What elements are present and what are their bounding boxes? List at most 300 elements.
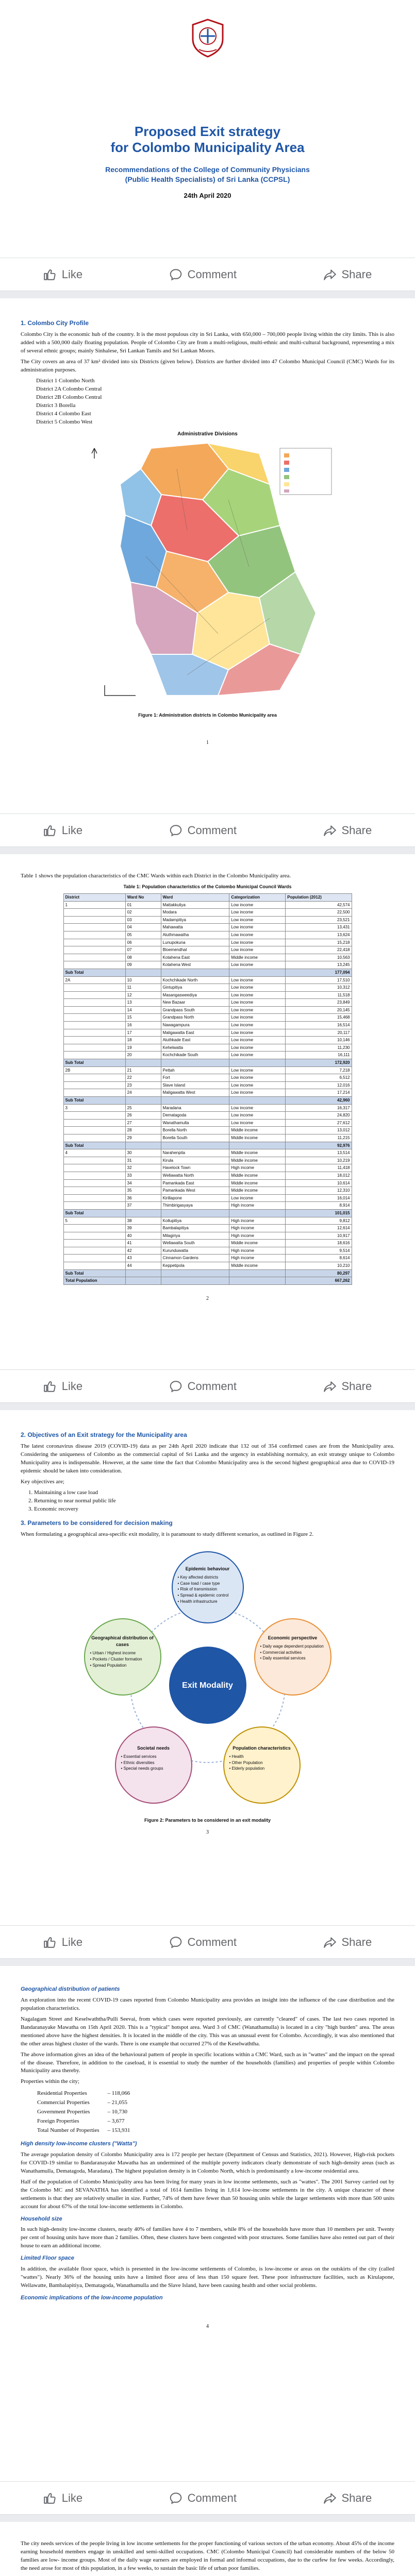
comment-button[interactable] (169, 268, 237, 281)
table-cell (161, 1269, 229, 1277)
thumbs-up-icon (43, 824, 57, 837)
table-cell: 20,145 (286, 1006, 352, 1014)
table-cell: Borella South (161, 1134, 229, 1142)
table-cell: 13,012 (286, 1127, 352, 1134)
table-cell: 18,616 (286, 1240, 352, 1247)
table-row (63, 1277, 352, 1285)
table-cell: 34 (125, 1179, 161, 1187)
table-cell: 21 (125, 1066, 161, 1074)
table-cell: Low income (229, 1112, 286, 1120)
table-cell: 17 (125, 1029, 161, 1037)
table-cell: Low income (229, 946, 286, 954)
page-number: 3 (206, 1829, 209, 1836)
table-cell: Kollupitiya (161, 1217, 229, 1225)
table-cell: 10,563 (286, 954, 352, 961)
table-row (63, 1247, 352, 1255)
table-cell: 23,849 (286, 999, 352, 1007)
table-cell: 11 (125, 984, 161, 992)
table-cell: 13,431 (286, 924, 352, 931)
like-button[interactable] (43, 824, 82, 837)
table-cell (161, 1097, 229, 1105)
table-cell: Kotahena West (161, 961, 229, 969)
table-cell (229, 1277, 286, 1285)
thumbs-up-icon (43, 1380, 57, 1393)
node-items: • Essential services • Ethnic diversities • Special needs groups (121, 1754, 163, 1771)
paragraph: The above information gives an idea of the behavioural pattern of people in specific locations within a CMC Ward, such as in "wattes" and the impact on the spread of the disease. Therefore, in addition to the caseload, it is essential to study the number of the households (families) and properties of people within Colombo Municipality area thereby. (21, 2051, 394, 2074)
table-cell: 10,210 (286, 1262, 352, 1270)
table-cell: Low income (229, 1074, 286, 1082)
table-cell: 19 (125, 1044, 161, 1052)
share-label: Share (341, 267, 372, 281)
table-cell (125, 1142, 161, 1149)
table-cell: 04 (125, 924, 161, 931)
table-cell: 12,614 (286, 1225, 352, 1232)
table-cell: Sub Total (63, 1142, 125, 1149)
table-cell: 101,015 (286, 1209, 352, 1217)
table-header-row (63, 893, 352, 901)
table-cell: Low income (229, 916, 286, 924)
table-cell: 16,514 (286, 1022, 352, 1029)
share-icon (323, 2492, 337, 2505)
table-cell: Low income (229, 976, 286, 984)
population-table-body (63, 901, 352, 1284)
table-cell: 22,500 (286, 909, 352, 917)
table-cell: Mattakkuliya (161, 901, 229, 909)
table-cell: Low income (229, 999, 286, 1007)
table-cell: 10,917 (286, 1232, 352, 1240)
table-cell: Pamankada East (161, 1179, 229, 1187)
table-cell: Low income (229, 939, 286, 946)
table-cell (63, 954, 125, 961)
card-gap (0, 1403, 415, 1410)
table-row (63, 1022, 352, 1029)
page-number: 1 (206, 740, 209, 746)
figure-caption: Figure 1: Administration districts in Colombo Municipality area (138, 713, 277, 718)
table-cell: Grandpass North (161, 1014, 229, 1022)
page-number: 4 (206, 2323, 209, 2329)
like-label: Like (61, 267, 83, 281)
stat-label: Total Number of Properties (37, 2127, 99, 2134)
share-button[interactable] (323, 1380, 372, 1393)
table-cell: Low income (229, 909, 286, 917)
table-cell: Low income (229, 1014, 286, 1022)
share-label: Share (341, 1379, 372, 1393)
table-cell (63, 1044, 125, 1052)
comment-icon (169, 2492, 182, 2505)
table-cell: Low income (229, 1081, 286, 1089)
table-cell: Low income (229, 1044, 286, 1052)
comment-label: Comment (187, 1935, 237, 1948)
table-cell: Thimbirigasyaya (161, 1202, 229, 1210)
like-button[interactable] (43, 1936, 82, 1949)
table-cell: Gintupitiya (161, 984, 229, 992)
table-cell (63, 1187, 125, 1195)
table-cell: Mahawatta (161, 924, 229, 931)
table-cell (63, 1157, 125, 1164)
table-cell: 13,624 (286, 931, 352, 939)
table-cell: Middle income (229, 1157, 286, 1164)
table-cell (125, 1097, 161, 1105)
list-item: District 2A Colombo Central (36, 386, 102, 393)
table-cell: Modara (161, 909, 229, 917)
table-row (63, 946, 352, 954)
table-cell: Sub Total (63, 1059, 125, 1067)
share-button[interactable] (323, 1936, 372, 1949)
table-cell: Sub Total (63, 1209, 125, 1217)
section-heading: 3. Parameters to be considered for decision making (21, 1519, 173, 1527)
table-row (63, 1029, 352, 1037)
table-row (63, 909, 352, 917)
table-cell: 29 (125, 1134, 161, 1142)
table-cell: High income (229, 1247, 286, 1255)
table-cell: Aluthkade East (161, 1037, 229, 1044)
table-cell: 11,518 (286, 991, 352, 999)
share-button[interactable] (323, 268, 372, 281)
card-gap (0, 847, 415, 854)
stat-row (37, 2108, 138, 2116)
table-cell: 1 (63, 901, 125, 909)
table-row (63, 931, 352, 939)
list-item: 2. Returning to near normal public life (34, 1497, 394, 1505)
table-row (63, 1081, 352, 1089)
table-cell: Maligawatta East (161, 1029, 229, 1037)
table-cell: 92,976 (286, 1142, 352, 1149)
document-page (0, 1410, 415, 1925)
table-cell: 30 (125, 1149, 161, 1157)
paragraph: Nagalagam Street and Keselwaththa/Pulli Seevai, from which cases were reported previously, are currently "cleared" of cases. The last two cases reported in Bandaranayake Mawatha on 15th April 2020. This is a "typical" hotspot area. Ward 3 of CMC (Wanathamulla) is located in a city "high burden" area. The areas mentioned above have the highest densities. It is located in the middle of the city. This was an unusual event for Colombo. Accordingly, it was also mentioned that the other areas highest cluster of the wards. There is one example that occurred 27% of the Keselwaththa. (21, 2015, 394, 2047)
table-cell: 17,510 (286, 976, 352, 984)
document-title-line-1: Proposed Exit strategy (134, 123, 281, 139)
column-header: Categorization (229, 893, 286, 901)
table-row (63, 1149, 352, 1157)
table-cell (125, 1059, 161, 1067)
comment-button[interactable] (169, 1380, 237, 1393)
node-items: • Health • Other Population • Elderly population (229, 1754, 265, 1771)
table-cell: 13,514 (286, 1149, 352, 1157)
table-cell: Dematagoda (161, 1112, 229, 1120)
table-cell: 10,614 (286, 1179, 352, 1187)
table-cell: 08 (125, 954, 161, 961)
table-cell: 16,111 (286, 1052, 352, 1059)
comment-label: Comment (187, 267, 237, 281)
paragraph: Colombo City is the economic hub of the country. It is the most populous city in Sri Lanka, with 650,000 – 700,000 people living within the city limits. This is also added with a 500,000 daily floating population. People of Colombo City are from a multi-religious, multi-ethnic and multi-cultural background, representing a mix of several ethnic groups; mainly Sinhalese, Sri Lankan Tamils and Sri Lankan Moors. (21, 331, 394, 354)
table-cell (63, 991, 125, 999)
table-cell: 11,215 (286, 1134, 352, 1142)
share-button[interactable] (323, 2492, 372, 2505)
table-cell: 10,146 (286, 1037, 352, 1044)
table-cell: Aluthmawatha (161, 931, 229, 939)
table-cell: Madampitiya (161, 916, 229, 924)
table-cell: 18,012 (286, 1172, 352, 1179)
table-cell (63, 1022, 125, 1029)
college-logo (21, 18, 394, 62)
table-cell: 22 (125, 1074, 161, 1082)
table-cell: 16 (125, 1022, 161, 1029)
post-actions (0, 1369, 415, 1402)
table-cell: Maradana (161, 1104, 229, 1112)
table-cell (63, 1202, 125, 1210)
table-cell: Bloemendhal (161, 946, 229, 954)
table-row (63, 1164, 352, 1172)
table-cell: 10,312 (286, 984, 352, 992)
table-cell (63, 999, 125, 1007)
table-cell (63, 1006, 125, 1014)
table-row (63, 1089, 352, 1097)
stat-row (37, 2099, 138, 2107)
district-list (36, 377, 394, 427)
table-row (63, 901, 352, 909)
stat-label: Residential Properties (37, 2090, 87, 2097)
table-cell: 10 (125, 976, 161, 984)
table-row (63, 961, 352, 969)
table-cell: Low income (229, 924, 286, 931)
like-button[interactable] (43, 2492, 82, 2505)
share-icon (323, 824, 337, 837)
table-cell: 01 (125, 901, 161, 909)
table-cell (229, 1142, 286, 1149)
table-cell (63, 1172, 125, 1179)
table-cell: 18 (125, 1037, 161, 1044)
table-cell: Pettah (161, 1066, 229, 1074)
properties-table (36, 2089, 139, 2136)
table-cell: 13,245 (286, 961, 352, 969)
objectives-list (34, 1489, 394, 1514)
card-gap (0, 1959, 415, 1966)
table-row (63, 1262, 352, 1270)
table-cell: 28 (125, 1127, 161, 1134)
table-cell: 37 (125, 1202, 161, 1210)
table-cell: Low income (229, 1066, 286, 1074)
district-map-graphic (74, 438, 342, 706)
table-cell: 12 (125, 991, 161, 999)
list-item: 1. Maintaining a low case load (34, 1489, 394, 1497)
table-cell: 16,014 (286, 1194, 352, 1202)
table-cell (161, 969, 229, 976)
table-cell: Low income (229, 1104, 286, 1112)
table-cell: Grandpass South (161, 1006, 229, 1014)
paragraph: Key objectives are; (21, 1479, 64, 1485)
table-row (63, 954, 352, 961)
post-actions (0, 258, 415, 291)
table-cell: 12,310 (286, 1187, 352, 1195)
document-page (0, 1966, 415, 2481)
subsection-heading: High density low-income clusters ("Watta") (21, 2141, 137, 2147)
exit-modality-center: Exit Modality (169, 1647, 246, 1724)
share-button[interactable] (323, 824, 372, 837)
table-cell: Pamankada West (161, 1187, 229, 1195)
table-cell: Kurunduwatta (161, 1247, 229, 1255)
table-cell: 667,262 (286, 1277, 352, 1285)
node-population (223, 1726, 301, 1804)
table-cell: Middle income (229, 1262, 286, 1270)
table-cell: Masangasweediya (161, 991, 229, 999)
table-row (63, 1142, 352, 1149)
table-cell (125, 1209, 161, 1217)
like-button[interactable] (43, 1380, 82, 1393)
table-cell (63, 1134, 125, 1142)
table-row (63, 984, 352, 992)
table-cell: Milagiriya (161, 1232, 229, 1240)
table-cell (229, 1097, 286, 1105)
comment-icon (169, 1936, 182, 1949)
table-cell (63, 939, 125, 946)
table-cell (63, 909, 125, 917)
table-cell: Low income (229, 931, 286, 939)
figure-caption: Figure 2: Parameters to be considered in an exit modality (144, 1818, 271, 1823)
table-cell: Fort (161, 1074, 229, 1082)
table-cell: 16,317 (286, 1104, 352, 1112)
table-row (63, 1044, 352, 1052)
table-cell: 32 (125, 1164, 161, 1172)
table-cell: 2B (63, 1066, 125, 1074)
table-row (63, 999, 352, 1007)
table-cell: Keppetipola (161, 1262, 229, 1270)
stat-label: Commercial Properties (37, 2099, 90, 2106)
table-cell: 33 (125, 1172, 161, 1179)
map-title: Administrative Divisions (177, 431, 238, 437)
table-cell (63, 1247, 125, 1255)
comment-label: Comment (187, 823, 237, 837)
table-cell: Nawagampura (161, 1022, 229, 1029)
table-cell (63, 946, 125, 954)
table-cell: Low income (229, 961, 286, 969)
table-cell: Maligawatta West (161, 1089, 229, 1097)
comment-label: Comment (187, 2491, 237, 2504)
page-number: 2 (206, 1295, 209, 1301)
column-header: Population (2012) (286, 893, 352, 901)
table-cell: 36 (125, 1194, 161, 1202)
table-cell: 15,468 (286, 1014, 352, 1022)
stat-value: – 118,066 (107, 2090, 130, 2097)
table-cell: Sub Total (63, 1269, 125, 1277)
table-cell: 7,218 (286, 1066, 352, 1074)
node-items: • Daily wage dependent population • Commercial activities • Daily essential services (260, 1644, 324, 1661)
stat-row (37, 2117, 138, 2126)
stat-label: Government Properties (37, 2109, 90, 2115)
paragraph: Table 1 shows the population characteristics of the CMC Wards within each District in the Colombo Municipality area. (21, 873, 291, 879)
table-cell: Middle income (229, 1127, 286, 1134)
like-label: Like (61, 2491, 83, 2504)
node-title: Societal needs (137, 1745, 170, 1751)
list-item: District 1 Colombo North (36, 378, 95, 384)
document-page (0, 854, 415, 1369)
table-row (63, 969, 352, 976)
table-cell: 27 (125, 1119, 161, 1127)
node-economic (254, 1618, 331, 1696)
table-cell: 11,418 (286, 1164, 352, 1172)
table-cell: Wellawatta South (161, 1240, 229, 1247)
table-cell (63, 931, 125, 939)
table-cell: Kirillapone (161, 1194, 229, 1202)
table-row (63, 1097, 352, 1105)
table-row (63, 1225, 352, 1232)
node-title: Geographical distribution of cases (91, 1635, 154, 1648)
paragraph: The average population density of Colombo Municipality area is 172 people per hectare (Department of Census and Statistics, 2021). However, High-risk pockets for COVID-19 similar to Bandaranayake Mawatha has an undermined of the multiple poverty indicators clearly demonstrate of such high-density areas (such as Wanathamulla, Dematagoda, Maradana). The highest population density is in Colombo North, which is predominantly a low-income residential area. (21, 2151, 394, 2174)
comment-button[interactable] (169, 2492, 237, 2505)
table-cell: Middle income (229, 954, 286, 961)
table-cell (63, 1089, 125, 1097)
table-cell: Cinnamon Gardens (161, 1255, 229, 1262)
table-row (63, 939, 352, 946)
node-title: Population characteristics (233, 1745, 291, 1751)
list-item: District 2B Colombo Central (36, 394, 102, 400)
table-cell: Low income (229, 991, 286, 999)
table-cell: Middle income (229, 1179, 286, 1187)
table-cell: 03 (125, 916, 161, 924)
table-cell: 14 (125, 1006, 161, 1014)
comment-icon (169, 1380, 182, 1393)
table-cell (63, 1164, 125, 1172)
node-geographical (84, 1618, 161, 1696)
table-cell (63, 1081, 125, 1089)
comment-button[interactable] (169, 1936, 237, 1949)
share-icon (323, 1380, 337, 1393)
table-cell: 40 (125, 1232, 161, 1240)
table-cell: 24 (125, 1089, 161, 1097)
like-button[interactable] (43, 268, 82, 281)
table-cell: 15,218 (286, 939, 352, 946)
section-heading: 2. Objectives of an Exit strategy for the Municipality area (21, 1431, 187, 1438)
paragraph: An exploration into the recent COVID-19 cases reported from Colombo Municipality area provides an insight into the influence of the case distribution and the population characteristics. (21, 1996, 394, 2011)
table-cell: 9,514 (286, 1247, 352, 1255)
table-cell: 22,418 (286, 946, 352, 954)
table-cell: 13 (125, 999, 161, 1007)
like-label: Like (61, 823, 83, 837)
table-cell: 11,230 (286, 1044, 352, 1052)
document-page (0, 2522, 415, 2576)
table-cell: Kotahena East (161, 954, 229, 961)
table-cell: 27,612 (286, 1119, 352, 1127)
node-societal (115, 1726, 192, 1804)
table-cell: Low income (229, 1052, 286, 1059)
stat-row (37, 2127, 138, 2135)
table-cell: Low income (229, 1022, 286, 1029)
table-cell: Middle income (229, 1240, 286, 1247)
parameters-diagram (74, 1546, 342, 1814)
table-row (63, 1157, 352, 1164)
table-cell: Low income (229, 984, 286, 992)
district-map (21, 431, 394, 709)
table-cell: Wanathamulla (161, 1119, 229, 1127)
stat-value: – 21,055 (107, 2099, 128, 2106)
thumbs-up-icon (43, 268, 57, 281)
subsection-heading: Geographical distribution of patients (21, 1986, 120, 1992)
table-row (63, 1112, 352, 1120)
post-card-objectives (0, 1410, 415, 1959)
column-header: Ward No (125, 893, 161, 901)
table-cell: High income (229, 1232, 286, 1240)
table-cell (63, 1262, 125, 1270)
paragraph: In such high-density low-income clusters, nearly 40% of families have 4 to 7 members, while 8% of the households have more than 10 members per unit. Twenty per cent of housing units have more than 2 families. Often, these clusters have been congested with poor structures. Some families have also rented out part of their house to earn an additional income. (21, 2226, 394, 2249)
post-actions (0, 2481, 415, 2514)
table-row (63, 1104, 352, 1112)
table-cell: 8,914 (286, 1202, 352, 1210)
table-cell (63, 961, 125, 969)
post-card-population-table (0, 854, 415, 1403)
table-cell: 12,016 (286, 1081, 352, 1089)
table-cell: 25 (125, 1104, 161, 1112)
table-row (63, 1240, 352, 1247)
table-cell: 10,219 (286, 1157, 352, 1164)
table-cell: 23 (125, 1081, 161, 1089)
section-heading: 1. Colombo City Profile (21, 319, 89, 327)
comment-button[interactable] (169, 824, 237, 837)
table-cell: 05 (125, 931, 161, 939)
table-row (63, 1217, 352, 1225)
table-cell (63, 916, 125, 924)
list-item: 3. Economic recovery (34, 1505, 394, 1514)
college-logo-icon (190, 18, 226, 59)
